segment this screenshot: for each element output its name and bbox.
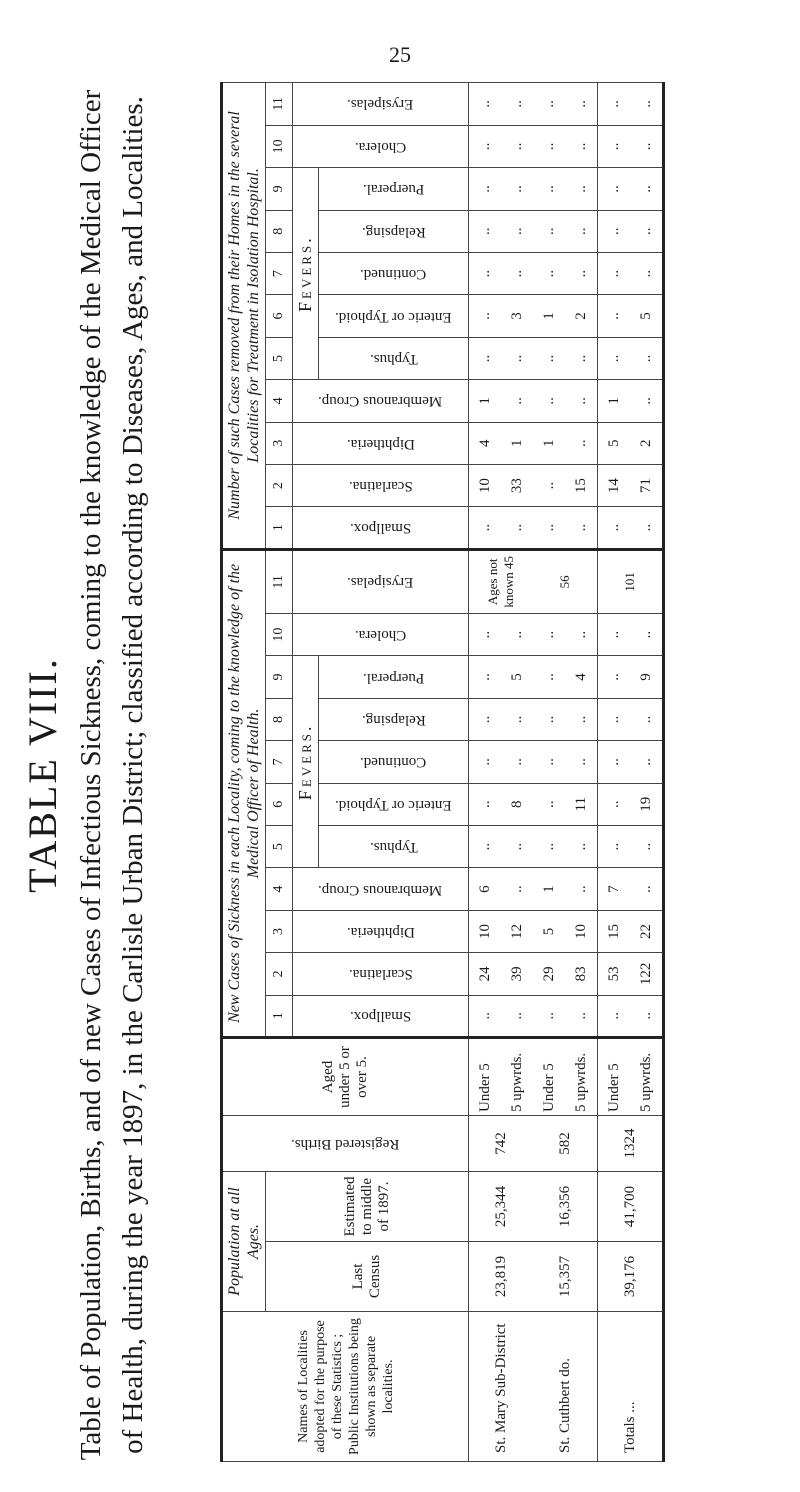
new-cases-typhus-cell: .. xyxy=(598,825,631,867)
new-col-number: 9 xyxy=(266,656,293,698)
registered-births-label: Registered Births. xyxy=(291,1135,400,1152)
new-cases-scarlatina-cell: 29 xyxy=(533,953,565,995)
smallpox-label: Smallpox. xyxy=(349,520,412,537)
smallpox-header xyxy=(293,507,469,549)
removed-cases-diphtheria-cell: 4 xyxy=(469,422,502,464)
cholera-header xyxy=(293,125,469,167)
membranous-croup-header xyxy=(293,868,469,910)
new-cases-enteric-cell: 19 xyxy=(630,783,664,825)
new-cases-smallpox-cell: .. xyxy=(565,995,598,1037)
new-col-number: 10 xyxy=(266,613,293,655)
new-cases-diphtheria-cell: 12 xyxy=(501,910,533,952)
removed-cases-diphtheria-cell: 1 xyxy=(533,422,565,464)
new-cases-smallpox-cell: .. xyxy=(630,995,664,1037)
aged-under-header: Aged under 5 or over 5. xyxy=(222,1037,469,1115)
age-group-label: 5 upwrds. xyxy=(630,1037,664,1115)
scarlatina-header xyxy=(293,464,469,506)
removed-cases-relapsing-cell: .. xyxy=(598,210,631,252)
removed-col-number: 2 xyxy=(266,464,293,506)
removed-cases-smallpox-cell: .. xyxy=(630,507,664,549)
puerperal-label: Puerperal. xyxy=(362,181,425,198)
removed-col-number: 4 xyxy=(266,380,293,422)
locality-name: St. Mary Sub-District xyxy=(469,1312,534,1462)
new-cases-continued-cell: .. xyxy=(630,741,664,783)
cholera-label: Cholera. xyxy=(354,627,407,644)
estimated-population-value: 16,356 xyxy=(533,1171,598,1241)
registered-births-value: 582 xyxy=(533,1115,598,1171)
removed-cases-continued-cell: .. xyxy=(630,252,664,294)
header-row-groups xyxy=(222,83,266,1462)
removed-cases-relapsing-cell: .. xyxy=(533,210,565,252)
new-cases-typhus-cell: .. xyxy=(469,825,502,867)
removed-col-number: 9 xyxy=(266,168,293,210)
removed-cases-puerperal-cell: .. xyxy=(630,168,664,210)
typhus-label: Typhus. xyxy=(369,350,418,367)
new-cases-smallpox-cell: .. xyxy=(501,995,533,1037)
locality-name: St. Cuthbert do. xyxy=(533,1312,598,1462)
puerperal-label: Puerperal. xyxy=(362,669,425,686)
new-cases-smallpox-cell: .. xyxy=(598,995,631,1037)
removed-cases-scarlatina-cell: 14 xyxy=(598,464,631,506)
fevers-header: Fevers. xyxy=(293,168,319,380)
new-col-number: 2 xyxy=(266,953,293,995)
removed-cases-erysipelas-cell: .. xyxy=(533,83,565,126)
new-cases-diphtheria-cell: 10 xyxy=(469,910,502,952)
fevers-header: Fevers. xyxy=(293,656,319,868)
new-col-number: 1 xyxy=(266,995,293,1037)
estimated-population-value: 41,700 xyxy=(598,1171,664,1241)
table-row xyxy=(533,83,565,1462)
age-group-label: Under 5 xyxy=(533,1037,565,1115)
diphtheria-label: Diphtheria. xyxy=(346,923,415,940)
last-census-value: 23,819 xyxy=(469,1242,534,1312)
diphtheria-header xyxy=(293,910,469,952)
removed-cases-croup-cell: 1 xyxy=(469,380,502,422)
removed-cases-puerperal-cell: .. xyxy=(501,168,533,210)
puerperal-header xyxy=(319,656,469,698)
removed-cases-relapsing-cell: .. xyxy=(501,210,533,252)
removed-cases-continued-cell: .. xyxy=(565,252,598,294)
relapsing-label: Relapsing. xyxy=(361,223,426,240)
new-cases-croup-cell: .. xyxy=(565,868,598,910)
new-cases-cholera-cell: .. xyxy=(598,613,631,655)
removed-cases-cholera-cell: .. xyxy=(565,125,598,167)
new-cases-relapsing-cell: .. xyxy=(598,698,631,740)
new-cases-enteric-cell: .. xyxy=(469,783,502,825)
removed-cases-puerperal-cell: .. xyxy=(469,168,502,210)
age-group-label: 5 upwrds. xyxy=(565,1037,598,1115)
removed-col-number: 3 xyxy=(266,422,293,464)
diphtheria-label: Diphtheria. xyxy=(346,435,415,452)
removed-cases-croup-cell: .. xyxy=(533,380,565,422)
membranous-croup-header xyxy=(293,380,469,422)
removed-cases-scarlatina-cell: 33 xyxy=(501,464,533,506)
removed-col-number: 5 xyxy=(266,337,293,379)
enteric-label: Enteric or Typhoid. xyxy=(335,796,452,813)
cholera-label: Cholera. xyxy=(354,138,407,155)
removed-col-number: 10 xyxy=(266,125,293,167)
table-title: TABLE VIII. xyxy=(20,657,65,893)
removed-cases-puerperal-cell: .. xyxy=(598,168,631,210)
removed-cases-enteric-cell: .. xyxy=(469,295,502,337)
removed-cases-cholera-cell: .. xyxy=(598,125,631,167)
removed-cases-continued-cell: .. xyxy=(469,252,502,294)
erysipelas-header xyxy=(293,549,469,613)
removed-cases-enteric-cell: .. xyxy=(598,295,631,337)
removed-cases-smallpox-cell: .. xyxy=(469,507,502,549)
page-number: 25 xyxy=(389,42,411,67)
removed-cases-diphtheria-cell: 1 xyxy=(501,422,533,464)
removed-cases-smallpox-cell: .. xyxy=(598,507,631,549)
removed-cases-erysipelas-cell: .. xyxy=(565,83,598,126)
removed-cases-diphtheria-cell: 5 xyxy=(598,422,631,464)
new-cases-continued-cell: .. xyxy=(565,741,598,783)
new-cases-typhus-cell: .. xyxy=(630,825,664,867)
new-cases-diphtheria-cell: 15 xyxy=(598,910,631,952)
removed-cases-typhus-cell: .. xyxy=(630,337,664,379)
new-cases-puerperal-cell: .. xyxy=(533,656,565,698)
removed-cases-croup-cell: .. xyxy=(630,380,664,422)
new-cases-erysipelas-cell: Ages not known 45 xyxy=(469,549,534,613)
removed-cases-smallpox-cell: .. xyxy=(501,507,533,549)
removed-cases-relapsing-cell: .. xyxy=(565,210,598,252)
removed-cases-relapsing-cell: .. xyxy=(469,210,502,252)
registered-births-value: 742 xyxy=(469,1115,534,1171)
removed-cases-typhus-cell: .. xyxy=(598,337,631,379)
removed-cases-enteric-cell: 5 xyxy=(630,295,664,337)
erysipelas-label: Erysipelas. xyxy=(347,96,414,113)
table-row xyxy=(469,83,502,1462)
cholera-header xyxy=(293,613,469,655)
removed-cases-cholera-cell: .. xyxy=(533,125,565,167)
new-cases-cholera-cell: .. xyxy=(501,613,533,655)
removed-cases-croup-cell: .. xyxy=(565,380,598,422)
removed-cases-erysipelas-cell: .. xyxy=(469,83,502,126)
new-cases-enteric-cell: 8 xyxy=(501,783,533,825)
relapsing-header xyxy=(319,210,469,252)
new-cases-erysipelas-cell: 56 xyxy=(533,549,598,613)
removed-cases-diphtheria-cell: 2 xyxy=(630,422,664,464)
new-cases-typhus-cell: .. xyxy=(533,825,565,867)
new-cases-enteric-cell: .. xyxy=(533,783,565,825)
estimated-header: Estimated to middle of 1897. xyxy=(266,1171,469,1241)
new-cases-diphtheria-cell: 10 xyxy=(565,910,598,952)
new-cases-puerperal-cell: .. xyxy=(469,656,502,698)
relapsing-header xyxy=(319,698,469,740)
removed-cases-erysipelas-cell: .. xyxy=(598,83,631,126)
typhus-header xyxy=(319,825,469,867)
table-row xyxy=(598,83,631,1462)
age-group-label: 5 upwrds. xyxy=(501,1037,533,1115)
enteric-label: Enteric or Typhoid. xyxy=(335,308,452,325)
continued-label: Continued. xyxy=(360,754,427,771)
removed-cases-smallpox-cell: .. xyxy=(565,507,598,549)
age-group-label: Under 5 xyxy=(469,1037,502,1115)
new-col-number: 6 xyxy=(266,783,293,825)
removed-col-number: 1 xyxy=(266,507,293,549)
new-cases-smallpox-cell: .. xyxy=(469,995,502,1037)
new-cases-group-header: New Cases of Sickness in each Locality, coming to the knowledge of the Medical Officer of Health. xyxy=(222,549,266,1037)
removed-cases-cholera-cell: .. xyxy=(469,125,502,167)
typhus-header xyxy=(319,337,469,379)
continued-label: Continued. xyxy=(360,266,427,283)
removed-cases-smallpox-cell: .. xyxy=(533,507,565,549)
removed-cases-enteric-cell: 2 xyxy=(565,295,598,337)
removed-cases-cholera-cell: .. xyxy=(501,125,533,167)
new-cases-cholera-cell: .. xyxy=(630,613,664,655)
smallpox-label: Smallpox. xyxy=(349,1008,412,1025)
new-cases-enteric-cell: 11 xyxy=(565,783,598,825)
new-cases-typhus-cell: .. xyxy=(565,825,598,867)
scarlatina-header xyxy=(293,953,469,995)
new-cases-puerperal-cell: .. xyxy=(598,656,631,698)
removed-cases-scarlatina-cell: 10 xyxy=(469,464,502,506)
erysipelas-header xyxy=(293,83,469,126)
removed-cases-typhus-cell: .. xyxy=(565,337,598,379)
removed-cases-croup-cell: 1 xyxy=(598,380,631,422)
removed-cases-erysipelas-cell: .. xyxy=(501,83,533,126)
puerperal-header xyxy=(319,168,469,210)
new-col-number: 11 xyxy=(266,549,293,613)
new-cases-enteric-cell: .. xyxy=(598,783,631,825)
table-body xyxy=(469,83,664,1462)
last-census-header: Last Census xyxy=(266,1242,469,1312)
new-cases-croup-cell: 7 xyxy=(598,868,631,910)
header-row-numbers xyxy=(266,83,293,1462)
new-cases-continued-cell: .. xyxy=(533,741,565,783)
new-cases-puerperal-cell: 4 xyxy=(565,656,598,698)
new-cases-scarlatina-cell: 24 xyxy=(469,953,502,995)
removed-cases-enteric-cell: 1 xyxy=(533,295,565,337)
removed-cases-scarlatina-cell: 15 xyxy=(565,464,598,506)
table-heading xyxy=(20,70,150,1480)
continued-header xyxy=(319,741,469,783)
new-cases-scarlatina-cell: 122 xyxy=(630,953,664,995)
removed-col-number: 8 xyxy=(266,210,293,252)
removed-cases-diphtheria-cell: .. xyxy=(565,422,598,464)
new-cases-scarlatina-cell: 53 xyxy=(598,953,631,995)
removed-cases-continued-cell: .. xyxy=(533,252,565,294)
new-cases-diphtheria-cell: 22 xyxy=(630,910,664,952)
typhus-label: Typhus. xyxy=(369,839,418,856)
membranous-croup-label: Membranous Croup. xyxy=(318,393,443,410)
new-cases-puerperal-cell: 9 xyxy=(630,656,664,698)
new-cases-relapsing-cell: .. xyxy=(469,698,502,740)
new-cases-croup-cell: 1 xyxy=(533,868,565,910)
scarlatina-label: Scarlatina. xyxy=(348,966,413,983)
new-col-number: 5 xyxy=(266,825,293,867)
last-census-value: 39,176 xyxy=(598,1242,664,1312)
removed-cases-continued-cell: .. xyxy=(501,252,533,294)
new-cases-relapsing-cell: .. xyxy=(630,698,664,740)
removed-cases-typhus-cell: .. xyxy=(469,337,502,379)
new-cases-continued-cell: .. xyxy=(598,741,631,783)
new-cases-cholera-cell: .. xyxy=(565,613,598,655)
removed-cases-erysipelas-cell: .. xyxy=(630,83,664,126)
names-of-localities-header: Names of Localities adopted for the purpose of these Statistics ; Public Institutions being shown as separate localities. xyxy=(222,1312,469,1462)
diphtheria-header xyxy=(293,422,469,464)
removed-col-number: 7 xyxy=(266,252,293,294)
removed-cases-scarlatina-cell: 71 xyxy=(630,464,664,506)
removed-group-header: Number of such Cases removed from their Homes in the several Localities for Treatment in Isolation Hospital. xyxy=(222,83,266,550)
new-col-number: 3 xyxy=(266,910,293,952)
new-cases-scarlatina-cell: 83 xyxy=(565,953,598,995)
locality-name: Totals ... xyxy=(598,1312,664,1462)
removed-cases-croup-cell: .. xyxy=(501,380,533,422)
removed-cases-scarlatina-cell: .. xyxy=(533,464,565,506)
table-subtitle-line-1: Table of Population, Births, and of new Cases of Infectious Sickness, coming to the knowledge of the Medical Officer xyxy=(75,89,107,1461)
new-cases-croup-cell: .. xyxy=(501,868,533,910)
new-cases-continued-cell: .. xyxy=(469,741,502,783)
new-cases-croup-cell: .. xyxy=(630,868,664,910)
membranous-croup-label: Membranous Croup. xyxy=(318,881,443,898)
rotated-page xyxy=(20,70,780,1480)
removed-cases-puerperal-cell: .. xyxy=(565,168,598,210)
new-col-number: 7 xyxy=(266,741,293,783)
new-cases-diphtheria-cell: 5 xyxy=(533,910,565,952)
erysipelas-label: Erysipelas. xyxy=(347,574,414,591)
enteric-header xyxy=(319,295,469,337)
new-col-number: 8 xyxy=(266,698,293,740)
new-cases-scarlatina-cell: 39 xyxy=(501,953,533,995)
registered-births-value: 1324 xyxy=(598,1115,664,1171)
new-cases-continued-cell: .. xyxy=(501,741,533,783)
new-cases-relapsing-cell: .. xyxy=(501,698,533,740)
new-cases-erysipelas-cell: 101 xyxy=(598,549,664,613)
removed-cases-continued-cell: .. xyxy=(598,252,631,294)
population-group-header: Population at all Ages. xyxy=(222,1171,266,1311)
new-col-number: 4 xyxy=(266,868,293,910)
removed-col-number: 6 xyxy=(266,295,293,337)
new-cases-cholera-cell: .. xyxy=(469,613,502,655)
statistics-table xyxy=(220,82,665,1462)
new-cases-relapsing-cell: .. xyxy=(533,698,565,740)
removed-cases-typhus-cell: .. xyxy=(501,337,533,379)
table-subtitle-line-2: of Health, during the year 1897, in the Carlisle Urban District; classified according to Diseases, Ages, and Localities. xyxy=(117,96,149,1454)
removed-cases-puerperal-cell: .. xyxy=(533,168,565,210)
estimated-population-value: 25,344 xyxy=(469,1171,534,1241)
new-cases-croup-cell: 6 xyxy=(469,868,502,910)
new-cases-puerperal-cell: 5 xyxy=(501,656,533,698)
age-group-label: Under 5 xyxy=(598,1037,631,1115)
scarlatina-label: Scarlatina. xyxy=(348,478,413,495)
new-cases-relapsing-cell: .. xyxy=(565,698,598,740)
continued-header xyxy=(319,252,469,294)
smallpox-header xyxy=(293,995,469,1037)
removed-cases-cholera-cell: .. xyxy=(630,125,664,167)
new-cases-smallpox-cell: .. xyxy=(533,995,565,1037)
removed-cases-typhus-cell: .. xyxy=(533,337,565,379)
removed-col-number: 11 xyxy=(266,83,293,126)
enteric-header xyxy=(319,783,469,825)
new-cases-cholera-cell: .. xyxy=(533,613,565,655)
relapsing-label: Relapsing. xyxy=(361,711,426,728)
new-cases-typhus-cell: .. xyxy=(501,825,533,867)
last-census-value: 15,357 xyxy=(533,1242,598,1312)
registered-births-header xyxy=(222,1115,469,1171)
removed-cases-enteric-cell: 3 xyxy=(501,295,533,337)
removed-cases-relapsing-cell: .. xyxy=(630,210,664,252)
